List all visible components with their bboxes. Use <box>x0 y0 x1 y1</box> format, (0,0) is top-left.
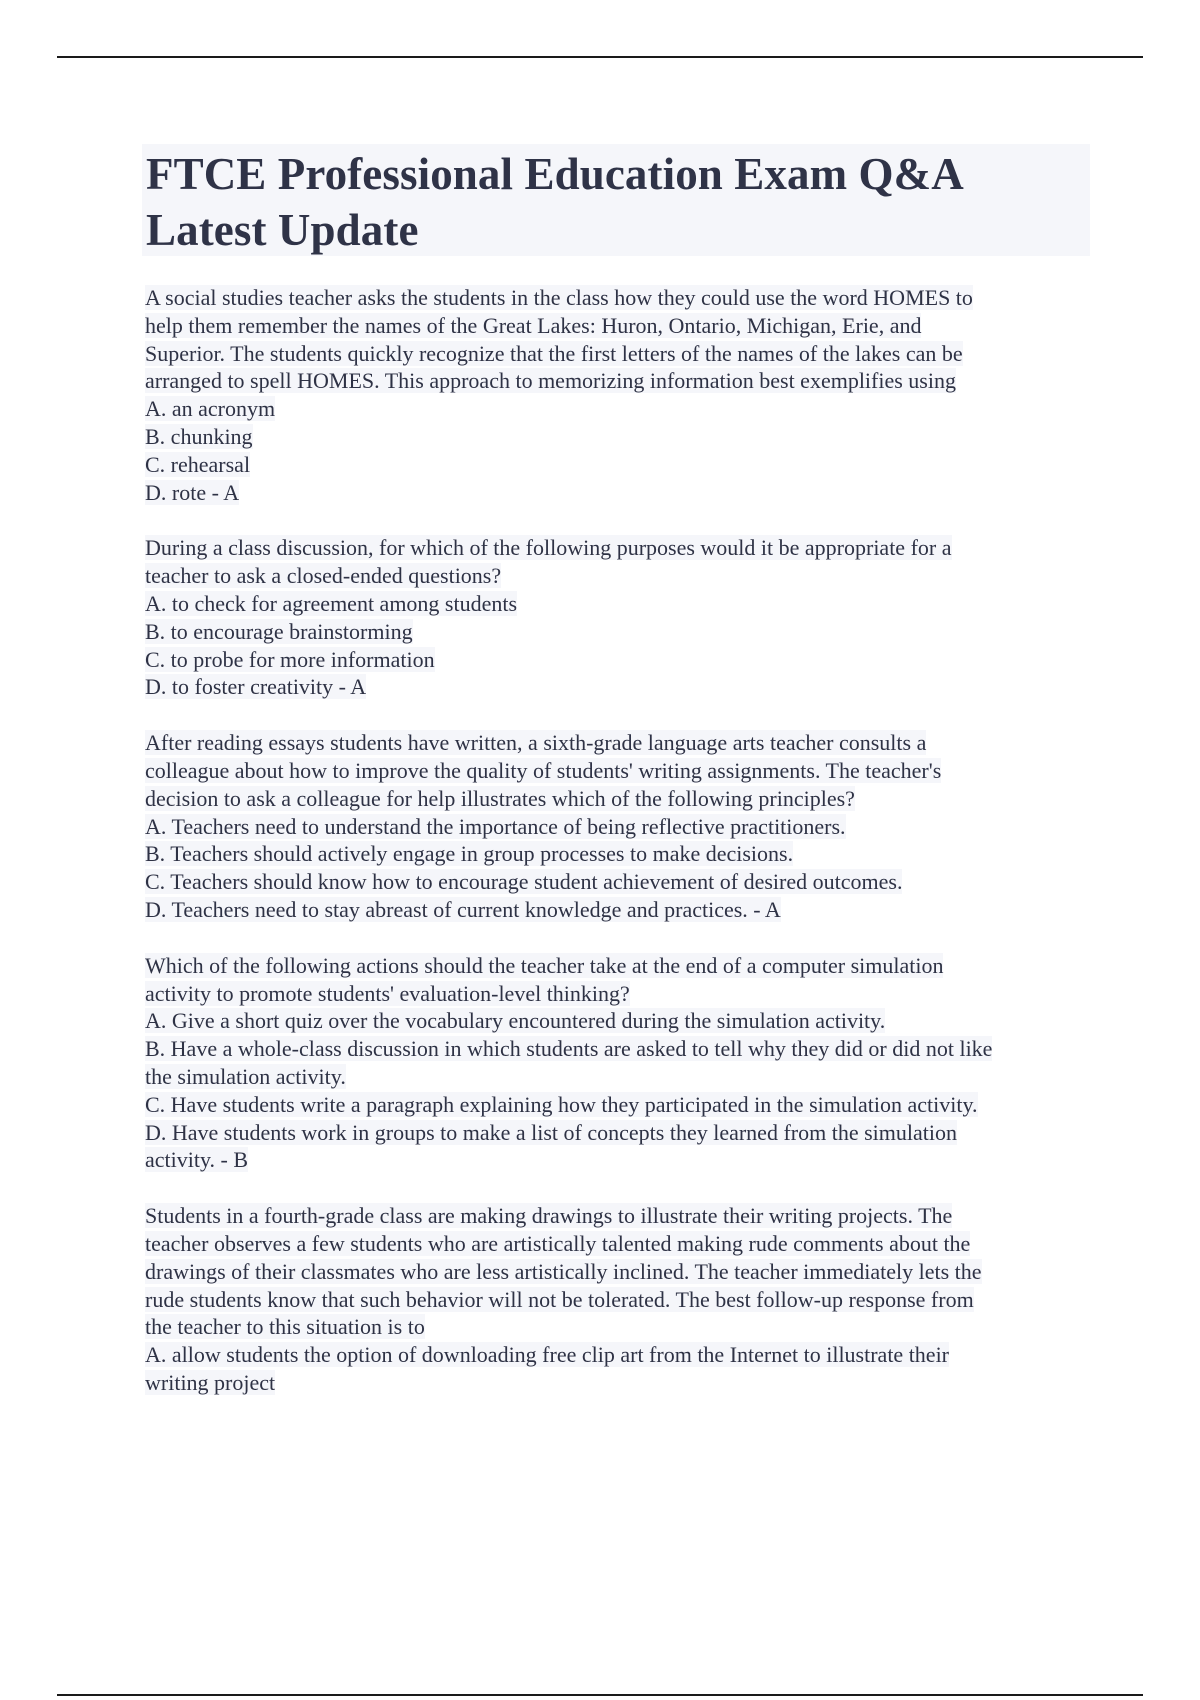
text-line-content: After reading essays students have written, a sixth-grade language arts teacher consults a <box>145 730 927 756</box>
text-line <box>145 1146 1090 1174</box>
text-line-content: decision to ask a colleague for help illustrates which of the following principles? <box>145 785 855 811</box>
qa-content <box>145 284 1090 1425</box>
text-line-content: C. Teachers should know how to encourage student achievement of desired outcomes. <box>145 869 903 895</box>
text-line <box>145 1258 1090 1286</box>
text-line <box>145 1007 1090 1035</box>
text-line <box>145 395 1090 423</box>
text-line-content: rude students know that such behavior will not be tolerated. The best follow-up response from <box>145 1286 974 1312</box>
text-line-content: activity. - B <box>145 1147 249 1173</box>
text-line <box>145 367 1090 395</box>
question-block <box>145 1202 1090 1397</box>
text-line-content: B. chunking <box>145 423 253 449</box>
text-line <box>145 1313 1090 1341</box>
text-line-content: Students in a fourth-grade class are making drawings to illustrate their writing projects. The <box>145 1203 953 1229</box>
text-line <box>145 1119 1090 1147</box>
text-line <box>145 1035 1090 1063</box>
text-line <box>145 618 1090 646</box>
text-line <box>145 980 1090 1008</box>
text-line <box>145 952 1090 980</box>
text-line-content: Which of the following actions should the teacher take at the end of a computer simulation <box>145 952 944 978</box>
text-line-content: D. Have students work in groups to make a list of concepts they learned from the simulation <box>145 1119 957 1145</box>
title-line-2: Latest Update <box>146 205 419 255</box>
text-line <box>145 1230 1090 1258</box>
text-line <box>145 1286 1090 1314</box>
text-line <box>145 1202 1090 1230</box>
page-title <box>146 146 1086 258</box>
text-line-content: A social studies teacher asks the students in the class how they could use the word HOMES to <box>145 285 973 310</box>
text-line-content: A. Teachers need to understand the importance of being reflective practitioners. <box>145 813 846 839</box>
text-line-content: D. Teachers need to stay abreast of current knowledge and practices. - A <box>145 896 781 922</box>
text-line <box>145 785 1090 813</box>
text-line-content: A. allow students the option of downloading free clip art from the Internet to illustrate their <box>145 1342 950 1368</box>
text-line <box>145 423 1090 451</box>
text-line <box>145 562 1090 590</box>
title-block <box>142 144 1090 256</box>
text-line-content: D. rote - A <box>145 479 240 505</box>
text-line <box>145 1063 1090 1091</box>
text-line <box>145 813 1090 841</box>
text-line-content: B. Teachers should actively engage in group processes to make decisions. <box>145 841 794 867</box>
text-line-content: A. Give a short quiz over the vocabulary encountered during the simulation activity. <box>145 1008 886 1034</box>
text-line <box>145 896 1090 924</box>
text-line-content: colleague about how to improve the quality of students' writing assignments. The teacher's <box>145 757 942 783</box>
text-line <box>145 340 1090 368</box>
title-line-1: FTCE Professional Education Exam Q&A <box>146 149 964 199</box>
text-line <box>145 284 1090 312</box>
text-line <box>145 534 1090 562</box>
text-line-content: arranged to spell HOMES. This approach to memorizing information best exemplifies using <box>145 368 956 394</box>
question-block <box>145 729 1090 924</box>
text-line <box>145 479 1090 507</box>
text-line <box>145 312 1090 340</box>
text-line <box>145 729 1090 757</box>
text-line <box>145 757 1090 785</box>
text-line-content: B. to encourage brainstorming <box>145 618 413 644</box>
text-line <box>145 646 1090 674</box>
text-line-content: C. Have students write a paragraph explaining how they participated in the simulation activity. <box>145 1091 978 1117</box>
text-line-content: Superior. The students quickly recognize that the first letters of the names of the lakes can be <box>145 340 963 366</box>
text-line <box>145 673 1090 701</box>
text-line <box>145 1341 1090 1369</box>
text-line <box>145 1369 1090 1397</box>
text-line <box>145 840 1090 868</box>
text-line <box>145 868 1090 896</box>
text-line <box>145 590 1090 618</box>
text-line-content: B. Have a whole-class discussion in which students are asked to tell why they did or did not like <box>145 1036 993 1062</box>
question-block <box>145 534 1090 701</box>
text-line-content: teacher to ask a closed-ended questions? <box>145 563 502 589</box>
text-line-content: teacher observes a few students who are artistically talented making rude comments about the <box>145 1230 971 1256</box>
text-line-content: the teacher to this situation is to <box>145 1314 425 1340</box>
text-line-content: C. rehearsal <box>145 451 251 477</box>
top-rule <box>57 56 1143 58</box>
text-line <box>145 451 1090 479</box>
question-block <box>145 952 1090 1174</box>
text-line-content: C. to probe for more information <box>145 646 435 672</box>
text-line-content: A. to check for agreement among students <box>145 590 518 616</box>
text-line-content: drawings of their classmates who are less artistically inclined. The teacher immediately lets the <box>145 1258 982 1284</box>
text-line-content: During a class discussion, for which of the following purposes would it be appropriate for a <box>145 535 952 561</box>
bottom-rule <box>57 1694 1143 1696</box>
text-line-content: help them remember the names of the Great Lakes: Huron, Ontario, Michigan, Erie, and <box>145 312 922 338</box>
text-line-content: A. an acronym <box>145 396 276 422</box>
text-line-content: activity to promote students' evaluation-level thinking? <box>145 980 630 1006</box>
text-line-content: the simulation activity. <box>145 1063 346 1089</box>
question-block <box>145 284 1090 506</box>
text-line <box>145 1091 1090 1119</box>
text-line-content: writing project <box>145 1369 276 1395</box>
text-line-content: D. to foster creativity - A <box>145 674 367 700</box>
